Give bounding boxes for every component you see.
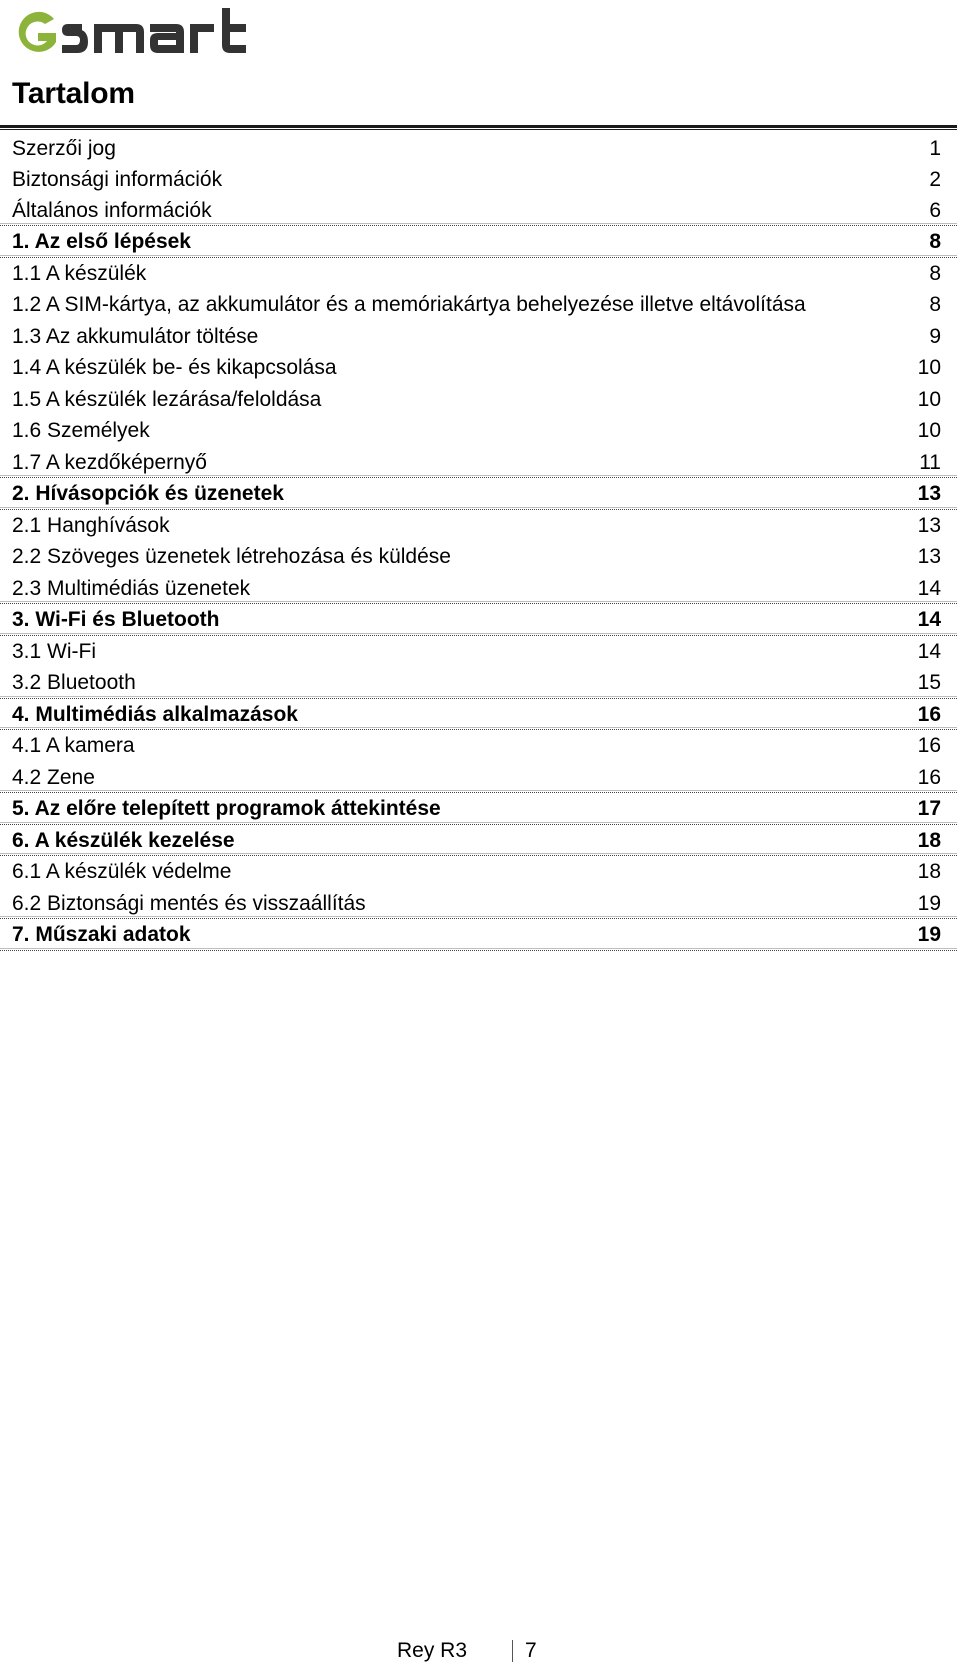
toc-entry-page: 14 xyxy=(917,576,941,600)
toc-chapter-row[interactable] xyxy=(0,226,957,258)
footer-model: Rey R3 xyxy=(396,1639,467,1662)
toc-chapter-row[interactable] xyxy=(0,825,957,857)
toc-entry-page: 19 xyxy=(917,923,941,946)
toc-entry-label: Biztonsági információk xyxy=(12,168,223,191)
toc-entry-page: 13 xyxy=(917,545,941,568)
title-rule xyxy=(0,125,957,130)
toc-row[interactable] xyxy=(0,888,957,920)
toc-entry-page: 2 xyxy=(929,168,941,191)
toc-entry-label: 7. Műszaki adatok xyxy=(12,923,191,946)
toc-row[interactable] xyxy=(0,352,957,384)
toc-entry-page: 16 xyxy=(917,702,941,726)
toc-row[interactable] xyxy=(0,762,957,794)
toc-entry-page: 9 xyxy=(929,324,941,348)
toc-row[interactable] xyxy=(0,384,957,416)
toc-row[interactable] xyxy=(0,856,957,888)
toc-row[interactable] xyxy=(0,541,957,573)
toc-chapter-row[interactable] xyxy=(0,478,957,510)
toc-row[interactable] xyxy=(0,289,957,321)
toc-entry-label: 4.1 A kamera xyxy=(12,734,135,757)
toc-entry-page: 14 xyxy=(917,608,941,631)
toc-entry-page: 1 xyxy=(929,137,941,160)
toc-entry-page: 8 xyxy=(929,293,941,316)
toc-entry-page: 10 xyxy=(917,356,941,379)
toc-entry-page: 18 xyxy=(917,860,941,883)
toc-entry-page: 19 xyxy=(917,891,941,915)
toc-row[interactable] xyxy=(0,133,957,164)
toc-entry-page: 10 xyxy=(917,387,941,411)
toc-entry-label: 3. Wi-Fi és Bluetooth xyxy=(12,608,220,631)
toc-entry-page: 18 xyxy=(917,828,941,852)
toc-entry-label: 2.1 Hanghívások xyxy=(12,513,170,537)
toc-chapter-row[interactable] xyxy=(0,604,957,636)
toc-entry-page: 15 xyxy=(917,671,941,694)
toc-row[interactable] xyxy=(0,636,957,668)
toc-row[interactable] xyxy=(0,510,957,542)
toc-entry-page: 16 xyxy=(917,734,941,757)
logo-text: GSmart xyxy=(10,2,14,3)
toc-entry-label: 2.2 Szöveges üzenetek létrehozása és küldése xyxy=(12,545,451,568)
toc-row[interactable] xyxy=(0,258,957,290)
toc-entry-page: 14 xyxy=(917,639,941,663)
toc-entry-label: 2. Hívásopciók és üzenetek xyxy=(12,482,284,505)
toc-chapter-row[interactable] xyxy=(0,793,957,825)
toc-entry-page: 13 xyxy=(917,482,941,505)
toc-row[interactable] xyxy=(0,447,957,479)
toc-entry-label: 3.2 Bluetooth xyxy=(12,671,136,694)
toc-entry-label: 1.5 A készülék lezárása/feloldása xyxy=(12,387,322,411)
toc-entry-label: 3.1 Wi-Fi xyxy=(12,639,96,663)
toc-entry-label: Szerzői jog xyxy=(12,137,116,160)
toc-entry-label: 6.1 A készülék védelme xyxy=(12,860,232,883)
toc-entry-label: 6.2 Biztonsági mentés és visszaállítás xyxy=(12,891,366,915)
toc-entry-label: 1. Az első lépések xyxy=(12,230,191,253)
toc-chapter-row[interactable] xyxy=(0,919,957,951)
toc-entry-label: Általános információk xyxy=(12,199,212,222)
toc-row[interactable] xyxy=(0,195,957,226)
toc-entry-page: 8 xyxy=(929,261,941,285)
table-of-contents xyxy=(0,133,957,951)
toc-row[interactable] xyxy=(0,730,957,762)
toc-entry-page: 17 xyxy=(917,797,941,820)
toc-row[interactable] xyxy=(0,667,957,699)
toc-entry-page: 13 xyxy=(917,513,941,537)
toc-entry-label: 5. Az előre telepített programok áttekintése xyxy=(12,797,441,820)
footer-separator xyxy=(512,1640,513,1662)
toc-row[interactable] xyxy=(0,164,957,195)
toc-row[interactable] xyxy=(0,573,957,605)
toc-entry-page: 10 xyxy=(917,419,941,442)
toc-chapter-row[interactable] xyxy=(0,699,957,731)
toc-entry-label: 4.2 Zene xyxy=(12,765,95,789)
toc-entry-label: 1.4 A készülék be- és kikapcsolása xyxy=(12,356,337,379)
footer-page-number: 7 xyxy=(525,1639,537,1662)
page-title: Tartalom xyxy=(12,77,135,110)
toc-entry-label: 4. Multimédiás alkalmazások xyxy=(12,702,298,726)
toc-entry-label: 1.3 Az akkumulátor töltése xyxy=(12,324,259,348)
toc-entry-label: 2.3 Multimédiás üzenetek xyxy=(12,576,251,600)
toc-row[interactable] xyxy=(0,415,957,447)
toc-entry-label: 1.6 Személyek xyxy=(12,419,150,442)
toc-entry-page: 16 xyxy=(917,765,941,789)
toc-row[interactable] xyxy=(0,321,957,353)
toc-entry-label: 1.7 A kezdőképernyő xyxy=(12,450,207,474)
toc-entry-label: 1.1 A készülék xyxy=(12,261,147,285)
toc-entry-page: 11 xyxy=(919,450,941,474)
toc-entry-label: 6. A készülék kezelése xyxy=(12,828,235,852)
page-footer xyxy=(0,1638,960,1664)
toc-entry-page: 6 xyxy=(929,199,941,222)
gsmart-logo xyxy=(10,2,260,58)
toc-entry-label: 1.2 A SIM-kártya, az akkumulátor és a memóriakártya behelyezése illetve eltávolítása xyxy=(12,293,806,316)
toc-entry-page: 8 xyxy=(929,230,941,253)
